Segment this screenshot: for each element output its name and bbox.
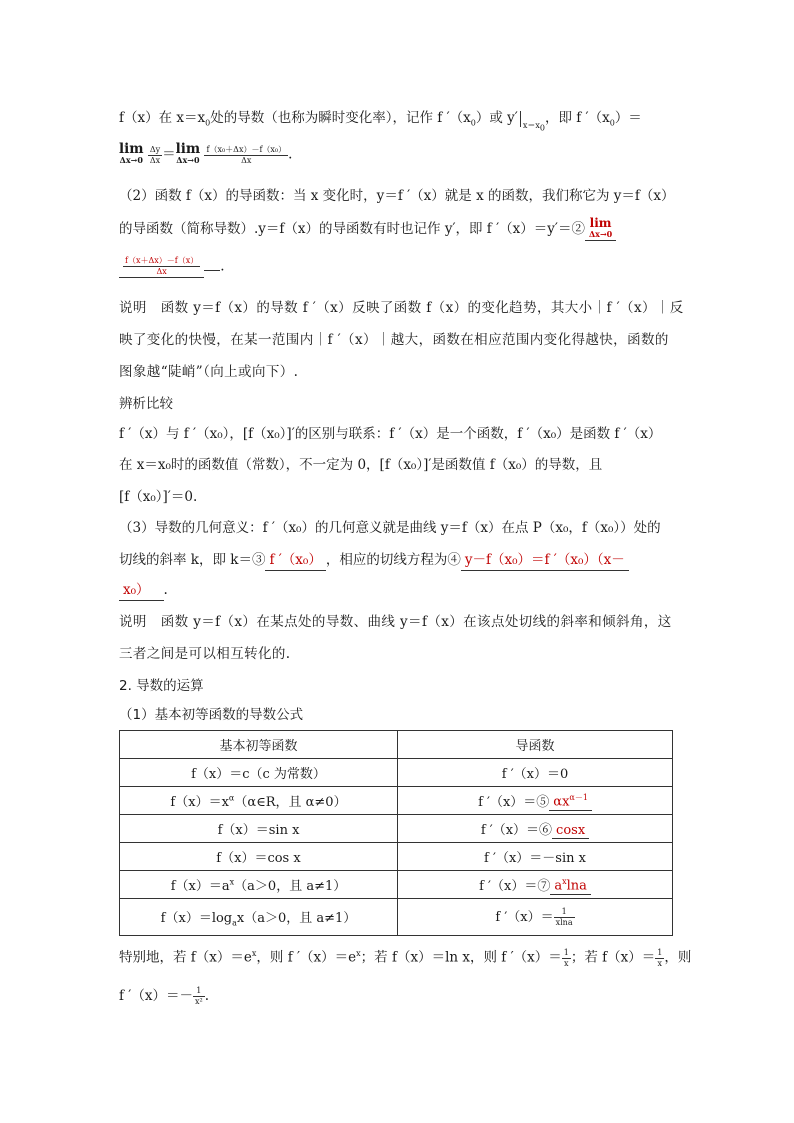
compare-title: 辨析比较 xyxy=(119,396,173,412)
para2-line1: （2）函数 f（x）的导函数：当 x 变化时，y＝f ′（x）就是 x 的函数，我们称它为 y＝f（x） xyxy=(119,188,675,204)
eval-bar-sub: x＝x0 xyxy=(522,121,545,133)
table-header: 基本初等函数 xyxy=(120,731,398,759)
blank-3: f ′（x₀） xyxy=(265,550,325,571)
table-cell-func: f（x）＝cos x xyxy=(120,843,398,871)
table-cell-deriv: f ′（x）＝⑤ $\alpha x^{\alpha-1}$ xyxy=(398,787,673,815)
section2-subtitle: （1）基本初等函数的导数公式 xyxy=(119,707,304,723)
limit-2: lim Δx→0 xyxy=(175,141,201,165)
blank-2-limit: lim Δx→0 xyxy=(585,218,616,241)
table-row xyxy=(120,815,673,843)
special-line1: 特别地，若 $f(x)=e^x$，则 f $'(x)=e^x$；若 f（x）＝ln x，则 f ′（x）＝ $\frac{1}{x}$ ；若 f（x）＝ $\frac{1}{x}$ ，则 xyxy=(119,947,692,968)
para1-line: f（x）在 $x=x_0$处的导数（也称为瞬时变化率），记作 f $'(x_0)$或 y′ $_{x=x_0}$，即 f $'(x_0)=$ xyxy=(119,110,642,133)
note1-line1: 说明 函数 y＝f（x）的导数 f ′（x）反映了函数 f（x）的变化趋势，其大小｜f ′（x）｜反 xyxy=(119,300,684,316)
text: 处的导数（也称为瞬时变化率），记作 f ′（x xyxy=(210,110,471,126)
blank-4a: y－f（x₀）＝f ′（x₀）（x－ xyxy=(461,550,629,571)
table-cell-deriv: f ′（x）＝－sin x xyxy=(398,843,673,871)
compare-line2: 在 x＝x₀时的函数值（常数），不一定为 0，[f（x₀）]′是函数值 f（x₀）的导数，且 xyxy=(119,457,603,473)
table-cell-func: f（x）＝sin x xyxy=(120,815,398,843)
table-cell-func: $f(x)=x^\alpha(\alpha\in R$，且 α≠0） xyxy=(120,787,398,815)
para3-line3: x₀） . xyxy=(119,580,674,601)
table-row xyxy=(120,871,673,899)
para3-line2: 切线的斜率 k，即 k＝③ f ′（x₀） ，相应的切线方程为④ y－f（x₀）＝f ′（x₀）（x－ xyxy=(119,550,674,571)
para3-line1: （3）导数的几何意义：f ′（x₀）的几何意义就是曲线 y＝f（x）在点 P（x₀，f（x₀））处的 xyxy=(119,520,661,536)
text: ）或 y′ xyxy=(475,110,518,126)
note1-line3: 图象越“陡峭”（向上或向下）. xyxy=(119,364,299,380)
para1-formula: lim Δx→0 $\frac{\Delta y}{\Delta x}$ ＝lim Δx→0 $\frac{\text{f（x₀＋Δx）－f（x₀）}}{\Delta x}$ . xyxy=(119,141,293,165)
table-header-row xyxy=(120,731,673,759)
fraction: $\frac{1}{x}$ xyxy=(657,947,663,968)
note1-line2: 映了变化的快慢，在某一范围内｜f ′（x）｜越大，函数在相应范围内变化得越快，函数的 xyxy=(119,332,669,348)
limit-1: lim Δx→0 xyxy=(119,141,144,165)
note2-line2: 三者之间是可以相互转化的. xyxy=(119,646,291,662)
blank-6: cosx xyxy=(552,823,589,839)
compare-line1: f ′（x）与 f ′（x₀），[f（x₀）]′的区别与联系：f ′（x）是一个函数，f ′（x₀）是函数 f ′（x） xyxy=(119,426,662,442)
text: f（x）在 x＝x xyxy=(119,110,206,126)
table-row xyxy=(120,843,673,871)
subscript: 0 xyxy=(205,118,211,128)
table-cell-deriv: f ′（x）＝⑥ cosx xyxy=(398,815,673,843)
table-cell-deriv: f ′（x）＝⑦ $a^x\ln a$ xyxy=(398,871,673,899)
blank-7: $a^x\ln a$ xyxy=(550,877,591,894)
blank-4b: x₀） xyxy=(119,580,164,601)
table-row xyxy=(120,787,673,815)
table-cell-deriv: f ′（x）＝0 xyxy=(398,759,673,787)
table-cell-deriv: f ′（x）＝ $\frac{1}{xlna}$ xyxy=(398,899,673,936)
special-line2: f ′（x）＝－ $\frac{1}{\text{x²}}$ . xyxy=(119,986,209,1006)
compare-line3: [f（x₀）]′＝0. xyxy=(119,489,198,505)
section2-title: 2. 导数的运算 xyxy=(119,678,204,694)
equals: ＝ xyxy=(162,146,176,163)
blank-5: $\alpha x^{\alpha-1}$ xyxy=(549,792,592,810)
note2-line1: 说明 函数 y＝f（x）在某点处的导数、曲线 y＝f（x）在该点处切线的斜率和倾斜角，这 xyxy=(119,614,672,630)
fraction: $\frac{1}{\text{x²}}$ xyxy=(194,986,203,1006)
table-cell-func: $f(x)=a^x(a>0$，且 a≠1） xyxy=(120,871,398,899)
para2-line3: $\frac{f(x+\Delta x)-f(x)}{\Delta x}$ . xyxy=(119,256,674,278)
table-cell-func: f（x）＝c（c 为常数） xyxy=(120,759,398,787)
table-header: 导函数 xyxy=(398,731,673,759)
fraction: $\frac{1}{xlna}$ xyxy=(555,907,573,927)
blank-2-fraction: $\frac{f(x+\Delta x)-f(x)}{\Delta x}$ xyxy=(119,256,204,278)
para2-line2: 的导函数（简称导数）.y＝f（x）的导函数有时也记作 y′，即 f ′（x）＝y′＝② lim Δx→0 xyxy=(119,218,674,241)
fraction-dy-dx: $\frac{\Delta y}{\Delta x}$ xyxy=(149,144,161,165)
text: ，即 f ′（x xyxy=(544,110,610,126)
fraction-difference-quotient: $\frac{\text{f（x₀＋Δx）－f（x₀）}}{\Delta x}$ xyxy=(206,144,287,165)
table-row xyxy=(120,759,673,787)
table-cell-func: $f(x)=\log_ax(a>0$，且 a≠1） xyxy=(120,899,398,936)
text: ）＝ xyxy=(614,110,642,126)
table-row xyxy=(120,899,673,936)
eval-bar xyxy=(520,111,521,127)
fraction: $\frac{1}{x}$ xyxy=(563,947,569,968)
derivative-table xyxy=(119,730,673,936)
